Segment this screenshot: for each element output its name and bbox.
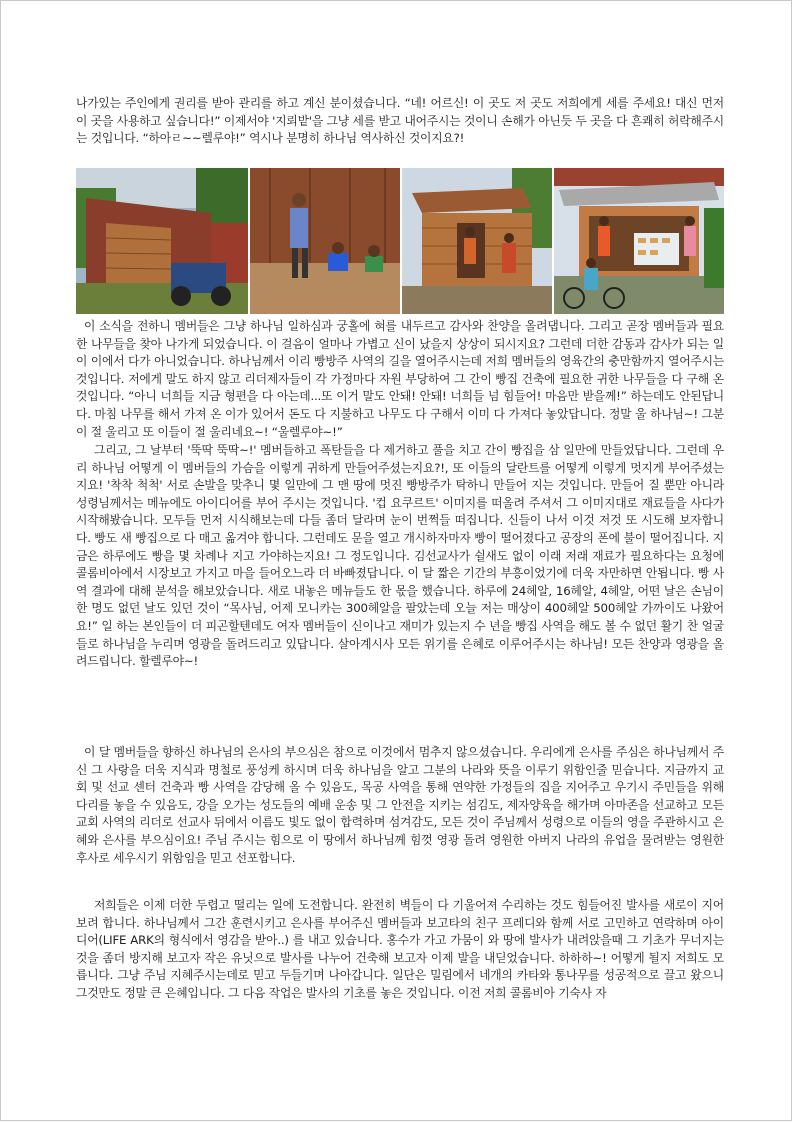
- photo-bakery-kiosk: [554, 168, 724, 314]
- paragraph-5: 저희들은 이제 더한 두렵고 떨리는 일에 도전합니다. 완전히 벽들이 다 기울어져 수리하는 것도 힘들어진 발사를 새로이 지어보려 합니다. 하나님께서 그간 훈련시키고 은사를 부어주신 멤버들과 보고타의 친구 프레디와 함께 서로 고민하고 연락하며 아이디어(LIFE ARK의 형식에서 영감을 받아..) 를 내고 있습니다. 홍수가 가고 가뭄이 와 땅에 발사가 내려앉을때 그 기초가 무너지는 것을 좀더 방지해 보고자 작은 유닛으로 발사를 나누어 건축해 보고자 이제 발을 내딛었습니다. 하하하~! 어떻게 될지 저희도 모릅니다. 그냥 주님 지혜주시는데로 믿고 두들기며 나아갑니다. 일단은 밀림에서 네개의 카타와 통나무를 성공적으로 끌고 왔으니 그것만도 정말 큰 은혜입니다. 그 다음 작업은 발사의 기초를 놓은 것입니다. 이전 저희 콜롬비아 기숙사 자: [76, 898, 724, 1000]
- photo-strip: [76, 168, 724, 314]
- paragraph-3: 그리고, 그 날부터 '뚝딱 뚝딱~!' 멤버들하고 폭탄들을 다 제거하고 풀을 치고 간이 빵집을 삼 일만에 만들었답니다. 그런데 우리 하나님 어떻게 이 멤버들의 가슴을 이렇게 귀하게 만들어주셨는지요?!, 또 이들의 달란트를 어떻게 이렇게 멋지게 부어주셨는지요! '착착 척척' 서로 손발을 맞추니 몇 일만에 그 맨 땅에 멋진 빵방주가 탁하니 만들어 지는 것입니다. 만들어 질 뿐만 아니라 성령님께서는 메뉴에도 아이디어를 부어 주시는 것입니다. '컵 요쿠르트' 이미지를 떠올려 주셔서 그 이미지대로 재료들을 사다가 시작해봤습니다. 모두들 먼저 시식해보는데 다들 좀더 달라며 눈이 번쩍들 떠집니다. 신들이 나서 이것 저것 또 시도해 보자합니다. 빵도 새 빵집으로 다 매고 옮겨야 합니다. 그런데도 문을 열고 개시하자마자 빵이 떨어졌다고 공장의 폰에 불이 떨어집니다. 지금은 하루에도 빵을 몇 차례나 지고 가야하는지요! 그 정도입니다. 김선교사가 쉴새도 없이 이래 저래 재료가 필요하다는 요청에 콜롬비아에서 시장보고 가지고 마을 들어오느라 더 바빠졌답니다. 이 달 짧은 기간의 부흥이었기에 더욱 자만하면 안됩니다. 빵 사역 결과에 대해 분석을 해보았습니다. 새로 내놓은 메뉴들도 한 몫을 했습니다. 하루에 24헤알, 16헤알, 4헤알, 어떤 날은 손님이 한 명도 없던 날도 있던 것이 “목사님, 어제 모니카는 300헤알을 팔았는데 오늘 저는 매상이 400헤알 500헤알 가까이도 나왔어요!” 일 하는 본인들이 더 피곤할텐데도 여자 멤버들이 신이나고 재미가 있는지 수 년을 빵집 사역을 해도 볼 수 없던 활기 찬 얼굴들로 하나님을 누리며 영광을 돌려드리고 있답니다. 살아계시사 모든 위기를 은혜로 이루어주시는 하나님! 모든 찬양과 영광을 올려드립니다. 할렐루야~!: [76, 443, 724, 669]
- photo-wooden-shed: [76, 168, 248, 314]
- photo-construction: [402, 168, 552, 314]
- photo-members-working: [250, 168, 400, 314]
- paragraph-1: 나가있는 주인에게 권리를 받아 관리를 하고 계신 분이셨습니다. “네! 어르신! 이 곳도 저 곳도 저희에게 세를 주세요! 대신 먼저 이 곳을 사용하고 싶습니다!” 이제서야 '지뢰밭'을 그냥 세를 받고 내어주시는 것이니 손해가 아닌듯 두 곳을 다 흔쾌히 허락해주시는 것입니다. “하아ㄹ~~렐루야!” 역시나 분명히 하나님 역사하신 것이지요?!: [76, 96, 724, 146]
- paragraph-2: 이 소식을 전하니 멤버들은 그냥 하나님 일하심과 궁홀에 혀를 내두르고 감사와 찬양을 올려댑니다. 그리고 곧장 멤버들과 필요한 나무들을 찾아 나가게 되었습니다. 이 걸음이 얼마나 가볍고 신이 났을지 상상이 되시지요? 그런데 더한 감동과 감사가 되는 일이 이에서 다가 아니었습니다. 하나님께서 이리 빵방주 사역의 길을 열어주시는데 저희 멤버들의 영육간의 충만함까지 열어주시는 것입니다. 저에게 말도 하지 않고 리더제자들이 각 가정마다 자원 부당하여 그 간이 빵집 건축에 필요한 귀한 나무들을 다 구해 온 것입니다. “아니 너희들 지금 형편을 다 아는데...또 이거 말도 안돼! 안돼! 너희들 넘 힘들어! 마음만 받을께!” 하는데도 안된답니다. 마침 나무를 해서 가져 온 이가 있어서 돈도 다 지불하고 나무도 다 구해서 이미 다 가져다 놓았답니다. 정말 울 하나님~! 그분이 절 울리고 또 이들이 절 울리네요~! “울렐루야~!”: [76, 319, 724, 439]
- paragraph-4: 이 달 멤버들을 향하신 하나님의 은사의 부으심은 참으로 이것에서 멈추지 않으셨습니다. 우리에게 은사를 주심은 하나님께서 주신 그 사랑을 더욱 지식과 명철로 풍성케 하시며 더욱 하나님을 알고 그분의 나라와 뜻을 이루기 위함인줄 믿습니다. 지금까지 교회 및 선교 센터 건축과 빵 사역을 감당해 올 수 있음도, 목공 사역을 통해 연약한 가정들의 집을 지어주고 우기시 주민들을 위해 다리를 놓을 수 있음도, 강을 오가는 성도들의 예배 운송 및 그 안전을 지키는 섬김도, 제자양육을 해가며 아마존을 선교하고 모든 교회 사역의 리더로 선교사 뒤에서 이름도 빛도 없이 합력하며 섬겨감도, 모든 것이 주님께서 성령으로 이들의 영을 주관하시고 은혜와 은사를 부으심이요! 주님 주시는 힘으로 이 땅에서 하나님께 힘껏 영광 돌려 영원한 아버지 나라의 유업을 물려받는 영원한 후사로 세우시기 위함임을 믿고 선포합니다.: [76, 745, 724, 865]
